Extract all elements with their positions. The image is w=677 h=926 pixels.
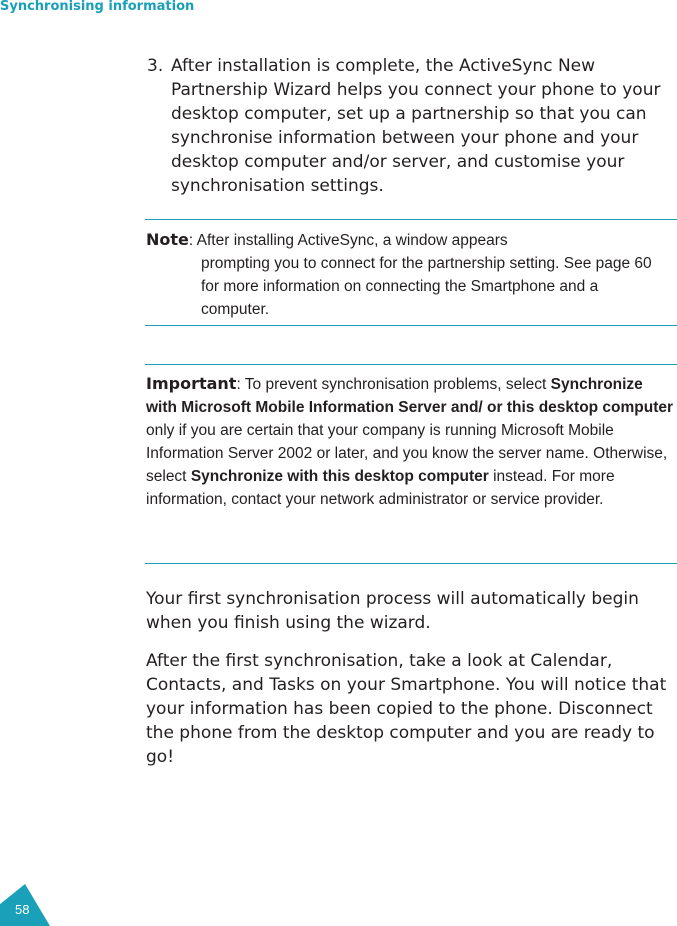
important-text-1: : To prevent synchronisation problems, select bbox=[236, 376, 551, 393]
paragraph-after-sync: After the first synchronisation, take a look at Calendar, Contacts, and Tasks on your Smartphone. You will notice that your information has been copied to the phone. Disconnect the phone from the desktop computer and you are ready to go! bbox=[146, 651, 667, 767]
note-body-text: prompting you to connect for the partnership setting. See page 60 for more information on connecting the Smartphone and a computer. bbox=[201, 255, 652, 318]
important-top-rule bbox=[145, 364, 677, 365]
page-number: 58 bbox=[15, 902, 30, 917]
important-bottom-rule bbox=[145, 563, 677, 564]
important-bold-option-1: Synchronize with Microsoft Mobile Information Server and/ or this desktop computer bbox=[146, 376, 674, 416]
important-bold-option-2: Synchronize with this desktop computer bbox=[190, 468, 489, 485]
step-number: 3. bbox=[147, 56, 164, 76]
note-top-rule bbox=[145, 219, 677, 220]
step-text: After installation is complete, the ActiveSync New Partnership Wizard helps you connect your phone to your desktop computer, set up a partnership so that you can synchronise information between your phone and your desktop computer and/or server, and customise your synchronisation settings. bbox=[171, 56, 661, 196]
note-first-line bbox=[146, 228, 666, 252]
important-label: Important bbox=[146, 374, 237, 393]
note-intro-text: : After installing ActiveSync, a window appears bbox=[188, 232, 508, 249]
important-text-3: instead. For more information, contact your network administrator or service provider. bbox=[146, 468, 615, 508]
note-bottom-rule bbox=[145, 325, 677, 326]
step-3 bbox=[147, 54, 675, 198]
note-label: Note bbox=[146, 230, 189, 249]
important-box bbox=[146, 372, 676, 511]
note-box bbox=[146, 228, 666, 321]
paragraph-first-sync: Your first synchronisation process will automatically begin when you finish using the wizard. bbox=[146, 589, 639, 633]
important-text-2: only if you are certain that your company is running Microsoft Mobile Information Server 2002 or later, and you know the server name. Otherwise, select bbox=[146, 422, 668, 485]
section-header: Synchronising information bbox=[0, 0, 195, 14]
